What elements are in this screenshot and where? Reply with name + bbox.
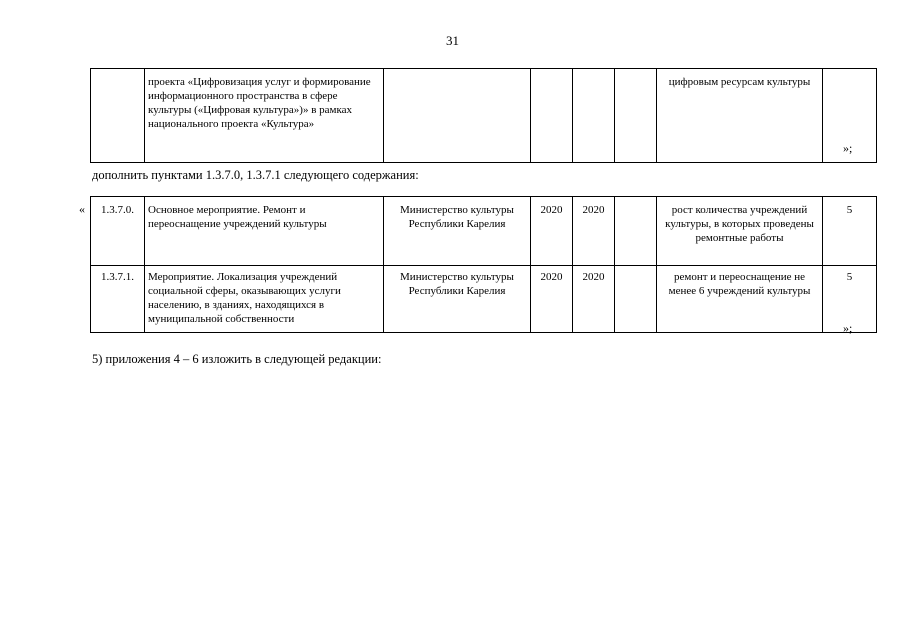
- table-cell-result: цифровым ресурсам культуры: [657, 69, 823, 163]
- item-indicator: 5: [823, 197, 877, 266]
- item-end-year: 2020: [573, 197, 615, 266]
- table-cell: [615, 266, 657, 333]
- continuation-table: [90, 68, 877, 163]
- item-end-year: 2020: [573, 266, 615, 333]
- item-indicator: 5: [823, 266, 877, 333]
- item-number: 1.3.7.1.: [91, 266, 145, 333]
- closing-quote-mark: »;: [843, 141, 853, 155]
- item-name: Основное мероприятие. Ремонт и переоснащение учреждений культуры: [145, 197, 384, 266]
- program-items-table: [90, 196, 877, 333]
- table-cell: [384, 69, 531, 163]
- opening-quote-mark: «: [79, 202, 85, 216]
- page-number: 31: [446, 33, 459, 48]
- table-row: [91, 266, 877, 333]
- item-result: рост количества учреждений культуры, в которых проведены ремонтные работы: [657, 197, 823, 266]
- item-executor: Министерство культуры Республики Карелия: [384, 197, 531, 266]
- item-start-year: 2020: [531, 266, 573, 333]
- amendment-paragraph: дополнить пунктами 1.3.7.0, 1.3.7.1 следующего содержания:: [92, 168, 419, 182]
- item-name: Мероприятие. Локализация учреждений социальной сферы, оказывающих услуги населению, в зданиях, находящихся в муниципальной собственности: [145, 266, 384, 333]
- item-start-year: 2020: [531, 197, 573, 266]
- amendment-paragraph: 5) приложения 4 – 6 изложить в следующей редакции:: [92, 352, 382, 366]
- item-number: 1.3.7.0.: [91, 197, 145, 266]
- closing-quote-mark: »;: [843, 321, 853, 335]
- table-cell-name: проекта «Цифровизация услуг и формирование информационного пространства в сфере культуры («Цифровая культура»)» в рамках национального проекта «Культура»: [145, 69, 384, 163]
- item-executor: Министерство культуры Республики Карелия: [384, 266, 531, 333]
- table-cell: [615, 69, 657, 163]
- table-cell: [615, 197, 657, 266]
- table-row: [91, 69, 877, 163]
- item-result: ремонт и переоснащение не менее 6 учреждений культуры: [657, 266, 823, 333]
- table-cell: [531, 69, 573, 163]
- table-cell: [91, 69, 145, 163]
- table-row: [91, 197, 877, 266]
- table-cell: [573, 69, 615, 163]
